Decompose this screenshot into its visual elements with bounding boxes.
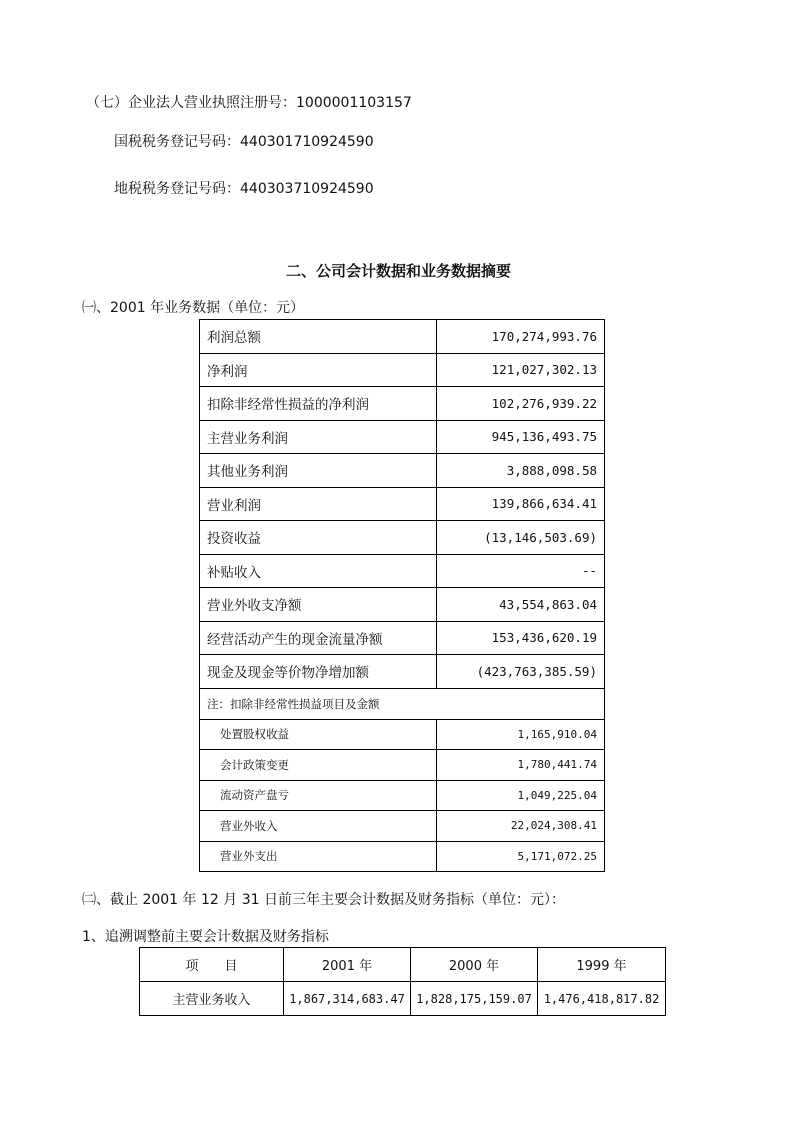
note-rows (200, 719, 605, 872)
row-label: 经营活动产生的现金流量净额 (200, 621, 437, 655)
row-value: (423,763,385.59) (437, 655, 605, 689)
business-license-number: （七）企业法人营业执照注册号：1000001103157 (86, 95, 412, 111)
note-row (200, 719, 605, 750)
row-value: 5,171,072.25 (437, 841, 605, 872)
row-value: 1,780,441.74 (437, 750, 605, 781)
row-label: 净利润 (200, 353, 437, 387)
row-label: 扣除非经常性损益的净利润 (200, 387, 437, 421)
row-value: 1,049,225.04 (437, 780, 605, 811)
table-row (200, 420, 605, 454)
row-label: 营业外收支净额 (200, 588, 437, 622)
row-label: 营业外支出 (200, 841, 437, 872)
row-value: (13,146,503.69) (437, 521, 605, 555)
table-row (200, 487, 605, 521)
note-header: 注：扣除非经常性损益项目及金额 (200, 688, 605, 719)
table-row (140, 982, 666, 1016)
note-row (200, 750, 605, 781)
row-label: 补贴收入 (200, 554, 437, 588)
three-year-rows (140, 982, 666, 1016)
row-value: 1,476,418,817.82 (538, 982, 666, 1016)
table-row (200, 521, 605, 555)
three-year-heading: ㈡、截止 2001 年 12 月 31 日前三年主要会计数据及财务指标（单位：元）： (82, 892, 565, 908)
table-row (200, 554, 605, 588)
row-label: 营业外收入 (200, 811, 437, 842)
row-value: 945,136,493.75 (437, 420, 605, 454)
row-label: 会计政策变更 (200, 750, 437, 781)
row-value: 22,024,308.41 (437, 811, 605, 842)
table-row (200, 387, 605, 421)
table-row (200, 655, 605, 689)
business-data-heading: ㈠、2001 年业务数据（单位：元） (82, 300, 305, 316)
row-value: 3,888,098.58 (437, 454, 605, 488)
row-value: 121,027,302.13 (437, 353, 605, 387)
table-row (200, 454, 605, 488)
table-row (200, 320, 605, 354)
column-header: 项 目 (140, 948, 284, 982)
table-row (200, 588, 605, 622)
row-value: 43,554,863.04 (437, 588, 605, 622)
row-value: 1,867,314,683.47 (284, 982, 411, 1016)
row-value: 139,866,634.41 (437, 487, 605, 521)
business-data-rows (200, 320, 605, 689)
three-year-subheading: 1、追溯调整前主要会计数据及财务指标 (82, 929, 329, 945)
table-row (200, 353, 605, 387)
row-label: 投资收益 (200, 521, 437, 555)
row-label: 利润总额 (200, 320, 437, 354)
row-label: 营业利润 (200, 487, 437, 521)
national-tax-number: 国税税务登记号码：440301710924590 (114, 134, 374, 150)
three-year-table (139, 947, 666, 1016)
note-row (200, 841, 605, 872)
three-year-header-row (140, 948, 666, 982)
section-title: 二、公司会计数据和业务数据摘要 (286, 262, 512, 280)
row-label: 现金及现金等价物净增加额 (200, 655, 437, 689)
column-header: 1999 年 (538, 948, 666, 982)
row-label: 处置股权收益 (200, 719, 437, 750)
local-tax-number: 地税税务登记号码：440303710924590 (114, 181, 374, 197)
note-row (200, 811, 605, 842)
business-data-table (199, 319, 605, 872)
row-value: 1,828,175,159.07 (411, 982, 538, 1016)
row-label: 流动资产盘亏 (200, 780, 437, 811)
row-label: 其他业务利润 (200, 454, 437, 488)
note-header-row (200, 688, 605, 719)
row-value: 1,165,910.04 (437, 719, 605, 750)
row-value: 102,276,939.22 (437, 387, 605, 421)
row-value: -- (437, 554, 605, 588)
table-row (200, 621, 605, 655)
column-header: 2001 年 (284, 948, 411, 982)
row-value: 153,436,620.19 (437, 621, 605, 655)
row-label: 主营业务收入 (140, 982, 284, 1016)
row-value: 170,274,993.76 (437, 320, 605, 354)
note-row (200, 780, 605, 811)
row-label: 主营业务利润 (200, 420, 437, 454)
column-header: 2000 年 (411, 948, 538, 982)
